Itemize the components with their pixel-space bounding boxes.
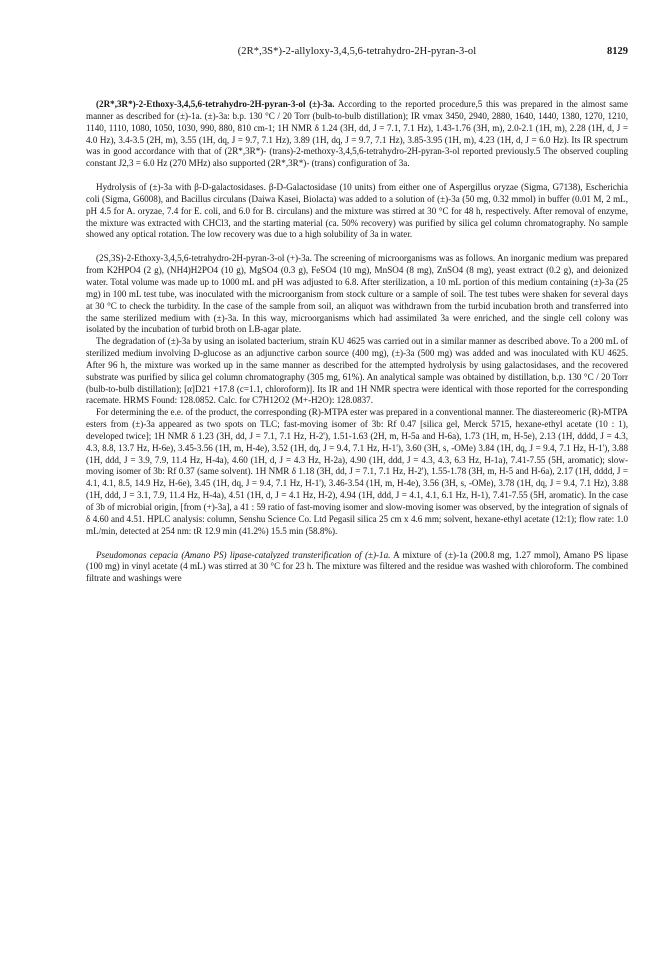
- section-heading: Pseudomonas cepacia (Amano PS) lipase-catalyzed transterification of (±)-1a.: [96, 549, 391, 560]
- paragraph-mtpa-ester: [86, 407, 628, 537]
- paragraph-text: For determining the e.e. of the product, the corresponding (R)-MTPA ester was prepared in a conventional manner. The diastereomeric (R)-MTPA esters from (±)-3a appeared as two spots on TLC; fast-moving isomer of 3b: Rf 0.47 [silica gel, Merck 5715, hexane-ethyl acetate (10 : 1), developed twice]; 1H NMR δ 1.23 (3H, dd, J = 7.1, 7.1 Hz, H-2'), 1.51-1.63 (2H, m, H-5a and H-6a), 1.73 (1H, m, H-5e), 2.13 (1H, dddd, J = 4.3, 4.3, 8.8, 13.7 Hz, H-6e), 3.45-3.56 (1H, m, H-4e), 3.52 (1H, dq, J = 9.4, 7.1 Hz, H-1'), 3.60 (3H, s, -OMe) 3.84 (1H, dq, J = 9.4, 7.1 Hz, H-1'), 3.88 (1H, ddd, J = 3.9, 7.9, 11.4 Hz, H-4a), 4.60 (1H, d, J = 4.3 Hz, H-2a), 4.90 (1H, ddd, J = 4.3, 4.3, 6.3 Hz, H-1a), 7.41-7.55 (5H, aromatic); slow-moving isomer of 3b: Rf 0.37 (same solvent). 1H NMR δ 1.18 (3H, dd, J = 7.1, 7.1 Hz, H-2'), 1.55-1.78 (3H, m, H-5 and H-6a), 2.17 (1H, dddd, J = 4.1, 4.1, 8.5, 14.9 Hz, H-6e), 3.45 (1H, dq, J = 9.4, 7.1 Hz, H-1'), 3.46-3.54 (1H, m, H-4e), 3.56 (3H, s, -OMe), 3.78 (1H, dq, J = 9.4, 7.1 Hz), 3.88 (1H, ddd, J = 3.1, 7.9, 11.4 Hz, H-4a), 4.51 (1H, d, J = 4.1 Hz, H-2), 4.94 (1H, ddd, J = 4.1, 4.1, 6.1 Hz, H-1), 7.41-7.55 (5H, aromatic). In the case of 3b of microbial origin, [from (+)-3a], a 41 : 59 ratio of fast-moving isomer and slow-moving isomer was observed, by the integration of signals of δ 4.60 and 4.51. HPLC analysis: column, Senshu Science Co. Ltd Pegasil silica 25 cm x 4.6 mm; solvent, hexane-ethyl acetate (12:1); flow rate: 1.0 mL/min, detected at 254 nm: tR 12.9 min (41.2%) 15.5 min (58.8%).: [86, 407, 628, 536]
- paragraph-text: A mixture of (±)-1a (200.8 mg, 1.27 mmol), Amano PS lipase (100 mg) in vinyl acetate (4 mL) was stirred at 30 °C for 23 h. The mixture was filtered and the residue was washed with chloroform. The combined filtrate and washings were: [86, 549, 628, 584]
- paragraph-compound-3a: [86, 99, 628, 170]
- paragraph-text: Hydrolysis of (±)-3a with β-D-galactosidases. β-D-Galactosidase (10 units) from either one of Aspergillus oryzae (Sigma, G7138), Escherichia coli (Sigma, G6008), and Bacillus circulans (Daiwa Kasei, Biolacta) was added to a solution of (±)-3a (50 mg, 0.32 mmol) in buffer (0.01 M, 2 mL, pH 4.5 for A. oryzae, 7.4 for E. coli, and 6.0 for B. circulans) and the mixture was stirred at 30 °C for 48 h, respectively. After removal of enzyme, the mixture was extracted with CHCl3, and the starting material (ca. 50% recovery) was purified by silica gel column chromatography. No sample showed any optical rotation. The low recovery was due to a high solubility of 3a in water.: [86, 182, 628, 240]
- paragraph-degradation: [86, 336, 628, 407]
- paragraph-text: The degradation of (±)-3a by using an isolated bacterium, strain KU 4625 was carried out in a similar manner as described above. To a 200 mL of sterilized medium involving D-glucose as an adjunctive carbon source (400 mg), (±)-3a (500 mg) was added and was inoculated with KU 4625. After 96 h, the mixture was worked up in the same manner as described for the attempted hydrolysis by using galactosidases, and the recovered substrate was purified by silica gel column chromatography (305 mg, 61%). An analytical sample was obtained by distillation, b.p. 130 °C / 20 Torr (bulb-to-bulb distillation); [α]D21 +17.8 (c=1.1, chloroform)]. Its IR and 1H NMR spectra were identical with those reported for the corresponding racemate. HRMS Found: 128.0852. Calc. for C7H12O2 (M+-H2O): 128.0837.: [86, 336, 628, 406]
- paragraph-lipase: [86, 550, 628, 586]
- page-header: [86, 46, 628, 60]
- paragraph-hydrolysis: [86, 182, 628, 241]
- compound-heading: (2R*,3R*)-2-Ethoxy-3,4,5,6-tetrahydro-2H-pyran-3-ol (±)-3a.: [96, 99, 335, 109]
- paragraph-text: (2S,3S)-2-Ethoxy-3,4,5,6-tetrahydro-2H-pyran-3-ol (+)-3a. The screening of microorganisms was as follows. An inorganic medium was prepared from K2HPO4 (2 g), (NH4)H2PO4 (10 g), MgSO4 (0.3 g), FeSO4 (10 mg), MnSO4 (8 mg), ZnSO4 (8 mg), yeast extract (0.2 g), and deionized water. Total volume was made up to 1000 mL and pH was adjusted to 6.8. After sterilization, a 10 mL portion of this medium containing (±)-3a (25 mg) in 100 mL test tube, was inoculated with the microorganism from stock culture or a sample of soil. The test tubes were shaken for several days at 30 °C to check the turbidity. In the case of the sample from soil, an aliquot was withdrawn from the turbid incubation broth and transferred into the same sterilized medium with (±)-3a. In this way, microorganisms which had assimilated 3a were enriched, and the single cell colony was isolated by the incubation of turbid broth on LB-agar plate.: [86, 253, 628, 335]
- paragraph-screening: [86, 253, 628, 336]
- page-number: 8129: [607, 46, 628, 57]
- paragraph-text: According to the reported procedure,5 this was prepared in the almost same manner as described for (±)-1a. (±)-3a: b.p. 130 °C / 20 Torr (bulb-to-bulb distillation); IR vmax 3450, 2940, 2880, 1640, 1440, 1380, 1270, 1210, 1140, 1110, 1080, 1050, 1030, 990, 880, 810 cm-1; 1H NMR δ 1.24 (3H, dd, J = 7.1, 7.1 Hz), 1.43-1.76 (3H, m), 2.0-2.1 (1H, m), 2.28 (1H, d, J = 4.0 Hz), 3.4-3.5 (2H, m), 3.55 (1H, dq, J = 9.7, 7.1 Hz), 3.89 (1H, dq, J = 9.7, 7.1 Hz), 3.85-3.95 (1H, m), 4.23 (1H, d, J = 6.0 Hz). Its IR spectrum was in good accordance with that of (2R*,3R*)- (trans)-2-methoxy-3,4,5,6-tetrahydro-2H-pyran-3-ol reported previously.5 The observed coupling constant J2,3 = 6.0 Hz (270 MHz) also supported (2R*,3R*)- (trans) configuration of 3a.: [86, 99, 628, 169]
- running-title: (2R*,3S*)-2-allyloxy-3,4,5,6-tetrahydro-2H-pyran-3-ol: [237, 46, 477, 57]
- article-body: [86, 99, 628, 585]
